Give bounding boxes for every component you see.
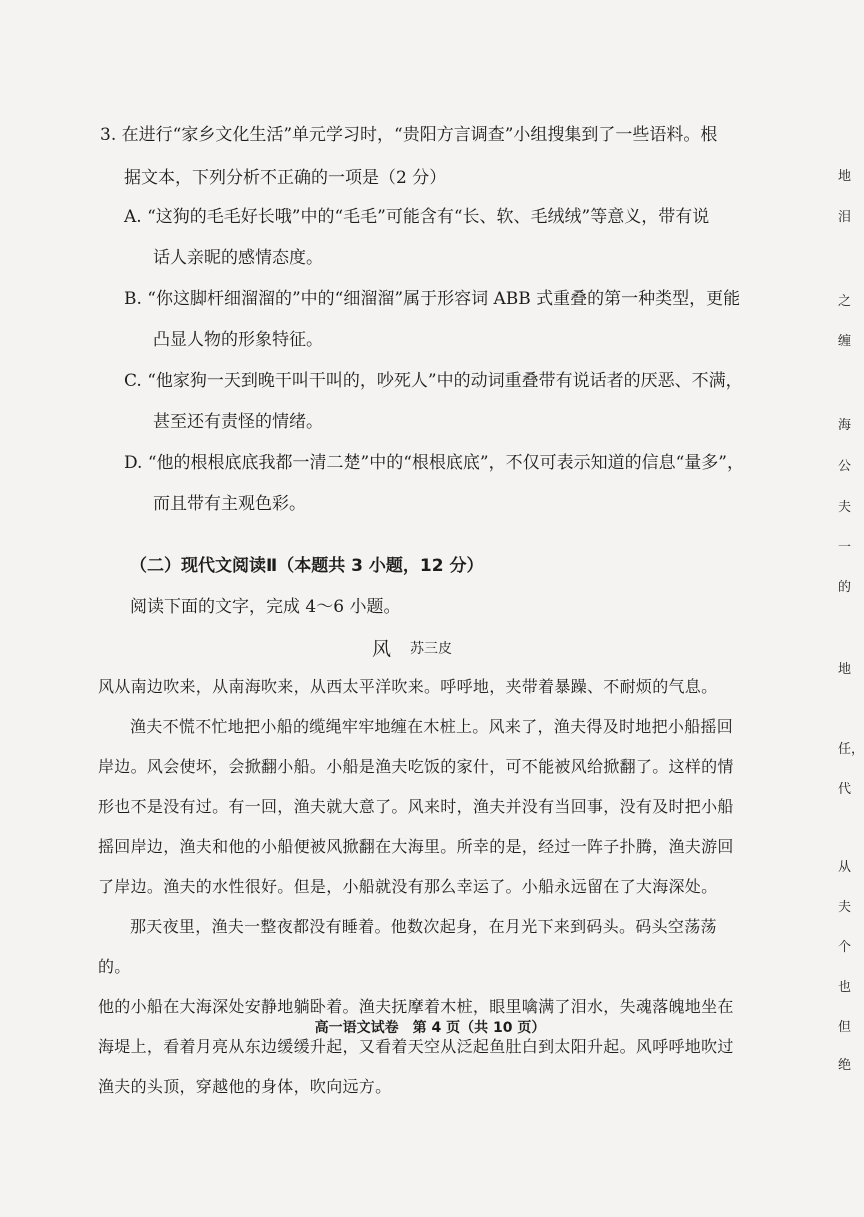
story-line: 海堤上，看着月亮从东边缓缓升起，又看着天空从泛起鱼肚白到太阳升起。风呼呼地吹过 <box>98 1037 734 1056</box>
margin-fragment: 代 <box>838 782 852 797</box>
adjacent-page-fragments <box>838 0 864 1217</box>
margin-fragment: 也 <box>838 980 852 995</box>
question-3-stem-line1: 3. 在进行“家乡文化生活”单元学习时，“贵阳方言调查”小组搜集到了一些语料。根 <box>100 125 718 145</box>
option-b-line1: B. “你这脚杆细溜溜的”中的“细溜溜”属于形容词 ABB 式重叠的第一种类型，更能 <box>124 289 741 309</box>
margin-fragment: 公 <box>838 459 852 474</box>
margin-fragment: 之 <box>838 294 852 309</box>
option-c <box>124 361 744 443</box>
section-instruction: 阅读下面的文字，完成 4～6 小题。 <box>130 597 401 617</box>
option-a-line2: 话人亲昵的感情态度。 <box>153 248 323 268</box>
option-d-line1: D. “他的根根底底我都一清二楚”中的“根根底底”，不仅可表示知道的信息“量多”， <box>124 453 744 473</box>
option-d <box>124 443 744 525</box>
margin-fragment: 绝 <box>838 1058 852 1073</box>
margin-fragment: 从 <box>838 860 852 875</box>
story-line: 形也不是没有过。有一回，渔夫就大意了。风来时，渔夫并没有当回事，没有及时把小船 <box>98 797 734 816</box>
option-c-line2: 甚至还有责怪的情绪。 <box>153 412 323 432</box>
story-line: 摇回岸边，渔夫和他的小船便被风掀翻在大海里。所幸的是，经过一阵子扑腾，渔夫游回 <box>98 837 734 856</box>
margin-fragment: 地 <box>838 169 852 184</box>
margin-fragment: 一 <box>838 540 852 555</box>
margin-fragment: 的 <box>838 580 852 595</box>
option-c-line1: C. “他家狗一天到晚干叫干叫的，吵死人”中的动词重叠带有说话者的厌恶、不满， <box>124 371 743 391</box>
story-author: 苏三皮 <box>410 641 452 657</box>
margin-fragment: 泪 <box>838 210 852 225</box>
story-line: 了岸边。渔夫的水性很好。但是，小船就没有那么幸运了。小船永远留在了大海深处。 <box>98 877 718 896</box>
question-3-stem <box>100 114 740 200</box>
option-b <box>124 279 744 361</box>
margin-fragment: 缠 <box>838 334 852 349</box>
story-line: 他的小船在大海深处安静地躺卧着。渔夫抚摩着木桩，眼里噙满了泪水，失魂落魄地坐在 <box>98 997 734 1016</box>
story-line: 那天夜里，渔夫一整夜都没有睡着。他数次起身，在月光下来到码头。码头空荡荡的。 <box>98 917 717 976</box>
margin-fragment: 夫 <box>838 900 852 915</box>
story-title: 风 <box>372 638 392 660</box>
margin-fragment: 海 <box>838 418 852 433</box>
story-line: 渔夫的头顶，穿越他的身体，吹向远方。 <box>98 1077 392 1096</box>
option-a <box>124 197 744 279</box>
story-line: 岸边。风会使坏，会掀翻小船。小船是渔夫吃饭的家什，可不能被风给掀翻了。这样的情 <box>98 757 734 776</box>
margin-fragment: 任， <box>838 742 864 757</box>
option-d-line2: 而且带有主观色彩。 <box>153 494 306 514</box>
section-title: （二）现代文阅读Ⅱ（本题共 3 小题，12 分） <box>130 556 484 576</box>
question-3-stem-line2: 据文本，下列分析不正确的一项是（2 分） <box>124 168 447 188</box>
story-line: 渔夫不慌不忙地把小船的缆绳牢牢地缠在木桩上。风来了，渔夫得及时地把小船摇回 <box>130 717 734 736</box>
option-b-line2: 凸显人物的形象特征。 <box>153 330 323 350</box>
page-footer: 高一语文试卷 第 4 页（共 10 页） <box>314 1020 546 1036</box>
margin-fragment: 夫 <box>838 500 852 515</box>
margin-fragment: 地 <box>838 662 852 677</box>
margin-fragment: 个 <box>838 940 852 955</box>
margin-fragment: 但 <box>838 1020 852 1035</box>
story-body <box>98 667 738 1107</box>
option-a-line1: A. “这狗的毛毛好长哦”中的“毛毛”可能含有“长、软、毛绒绒”等意义，带有说 <box>124 207 710 227</box>
story-line: 风从南边吹来，从南海吹来，从西太平洋吹来。呼呼地，夹带着暴躁、不耐烦的气息。 <box>98 677 718 696</box>
